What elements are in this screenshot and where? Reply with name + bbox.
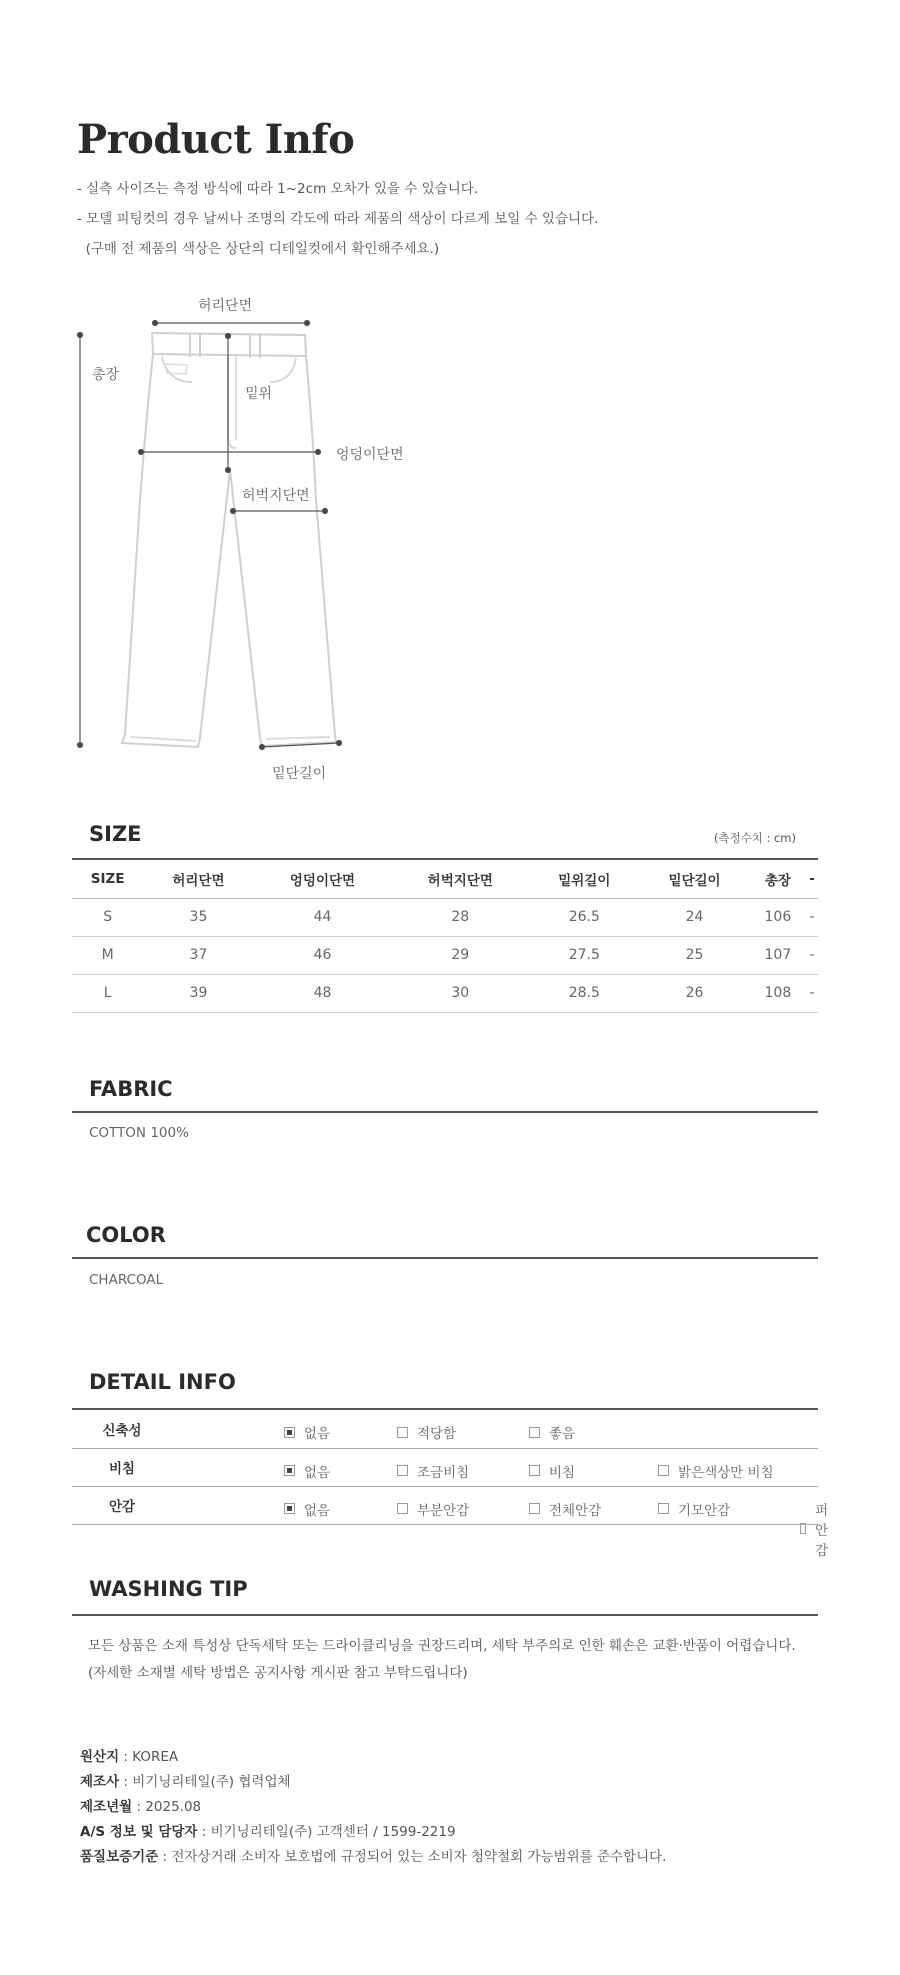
size-cell: 108 bbox=[750, 974, 806, 1012]
detail-row-sheer bbox=[72, 1448, 818, 1486]
checkbox-icon bbox=[529, 1503, 540, 1514]
detail-section-title: DETAIL INFO bbox=[89, 1370, 236, 1394]
page-title: Product Info bbox=[77, 116, 355, 163]
color-value: CHARCOAL bbox=[89, 1272, 164, 1288]
option-label: 없음 bbox=[304, 1426, 331, 1442]
info-manufacturer bbox=[80, 1770, 291, 1790]
size-cell: 26 bbox=[639, 974, 749, 1012]
size-cell: S bbox=[72, 898, 143, 936]
size-cell: - bbox=[806, 974, 818, 1012]
detail-row-label: 안감 bbox=[72, 1486, 172, 1524]
size-unit: (측정수치 : cm) bbox=[713, 831, 796, 845]
info-value: : KOREA bbox=[119, 1749, 179, 1765]
option-label: 비침 bbox=[549, 1464, 576, 1481]
option-label: 조금비침 bbox=[417, 1464, 470, 1481]
size-cell: 106 bbox=[750, 898, 806, 936]
detail-row-label: 신축성 bbox=[72, 1410, 172, 1448]
option-label: 적당함 bbox=[417, 1426, 457, 1442]
option-good[interactable] bbox=[529, 1422, 575, 1442]
size-col-header: 총장 bbox=[750, 860, 806, 898]
info-label: 제조년월 bbox=[80, 1799, 133, 1815]
fabric-section-title: FABRIC bbox=[89, 1077, 173, 1101]
note-line-2: - 모델 피팅컷의 경우 날씨나 조명의 각도에 따라 제품의 색상이 다르게 보일 수 있습니다. bbox=[77, 211, 599, 227]
size-col-header: 엉덩이단면 bbox=[254, 860, 392, 898]
detail-row-lining bbox=[72, 1486, 818, 1524]
option-none[interactable] bbox=[284, 1499, 330, 1519]
color-section-title: COLOR bbox=[86, 1223, 166, 1247]
table-row bbox=[72, 898, 818, 936]
detail-row-stretch bbox=[72, 1410, 818, 1448]
checkbox-icon bbox=[658, 1465, 669, 1476]
info-label: A/S 정보 및 담당자 bbox=[80, 1824, 198, 1840]
info-label: 원산지 bbox=[80, 1749, 120, 1765]
checkbox-icon bbox=[529, 1465, 540, 1476]
detail-options bbox=[172, 1448, 818, 1486]
measurement-diagram bbox=[0, 280, 900, 800]
option-label: 부분안감 bbox=[417, 1502, 470, 1519]
size-table bbox=[72, 860, 818, 1013]
info-as-contact bbox=[80, 1820, 456, 1840]
size-cell: 44 bbox=[254, 898, 392, 936]
checkbox-icon bbox=[529, 1427, 540, 1438]
option-fleece-lining[interactable] bbox=[658, 1499, 730, 1519]
option-label: 밝은색상만 비침 bbox=[678, 1464, 774, 1481]
size-cell: 30 bbox=[391, 974, 529, 1012]
option-fur-lining[interactable] bbox=[800, 1499, 833, 1559]
size-col-header: - bbox=[806, 860, 818, 898]
detail-row-label: 비침 bbox=[72, 1448, 172, 1486]
size-cell: 37 bbox=[143, 936, 253, 974]
info-value: : 2025.08 bbox=[132, 1799, 202, 1815]
table-row bbox=[72, 974, 818, 1012]
color-divider bbox=[72, 1257, 818, 1259]
info-value: : 비기닝리테일(주) 협력업체 bbox=[119, 1774, 291, 1790]
washing-text-1: 모든 상품은 소재 특성상 단독세탁 또는 드라이클리닝을 권장드리며, 세탁 부주의로 인한 훼손은 교환·반품이 어렵습니다. bbox=[88, 1638, 796, 1654]
size-cell: 26.5 bbox=[529, 898, 639, 936]
size-cell: 28.5 bbox=[529, 974, 639, 1012]
fabric-divider bbox=[72, 1111, 818, 1113]
option-label: 없음 bbox=[304, 1502, 331, 1519]
option-label: 퍼안감 bbox=[815, 1502, 829, 1559]
size-cell: 107 bbox=[750, 936, 806, 974]
note-line-1: - 실측 사이즈는 측정 방식에 따라 1~2cm 오차가 있을 수 있습니다. bbox=[77, 181, 479, 197]
total-length-label: 총장 bbox=[92, 367, 120, 383]
option-sheer[interactable] bbox=[529, 1461, 575, 1481]
option-label: 없음 bbox=[304, 1464, 331, 1481]
detail-table bbox=[72, 1410, 829, 1559]
option-none[interactable] bbox=[284, 1461, 330, 1481]
checkbox-checked-icon bbox=[284, 1465, 295, 1476]
option-full-lining[interactable] bbox=[529, 1499, 601, 1519]
option-slightly-sheer[interactable] bbox=[397, 1461, 469, 1481]
size-cell: 39 bbox=[143, 974, 253, 1012]
info-value: : 비기닝리테일(주) 고객센터 / 1599-2219 bbox=[197, 1824, 456, 1840]
info-label: 제조사 bbox=[80, 1774, 120, 1790]
size-col-header: SIZE bbox=[72, 860, 143, 898]
hem-label: 밑단길이 bbox=[272, 766, 327, 782]
option-label: 좋음 bbox=[549, 1426, 576, 1442]
info-quality-standard bbox=[80, 1845, 666, 1865]
size-cell: 24 bbox=[639, 898, 749, 936]
checkbox-icon bbox=[397, 1503, 408, 1514]
size-cell: 46 bbox=[254, 936, 392, 974]
size-cell: M bbox=[72, 936, 143, 974]
size-cell: - bbox=[806, 898, 818, 936]
waist-label: 허리단면 bbox=[198, 298, 253, 314]
option-partial-lining[interactable] bbox=[397, 1499, 469, 1519]
note-line-3: (구매 전 제품의 색상은 상단의 디테일컷에서 확인해주세요.) bbox=[77, 241, 440, 257]
pants-illustration bbox=[0, 280, 900, 800]
size-cell: 25 bbox=[639, 936, 749, 974]
detail-options bbox=[172, 1410, 818, 1448]
thigh-label: 허벅지단면 bbox=[242, 488, 310, 504]
checkbox-icon bbox=[397, 1427, 408, 1438]
size-cell: 35 bbox=[143, 898, 253, 936]
size-cell: L bbox=[72, 974, 143, 1012]
size-cell: 27.5 bbox=[529, 936, 639, 974]
info-value: : 전자상거래 소비자 보호법에 규정되어 있는 소비자 청약철회 가능범위를 준수합니다. bbox=[158, 1849, 667, 1865]
info-origin bbox=[80, 1745, 178, 1765]
size-cell: 28 bbox=[391, 898, 529, 936]
option-none[interactable] bbox=[284, 1422, 330, 1442]
option-light-colors-sheer[interactable] bbox=[658, 1461, 774, 1481]
table-row bbox=[72, 936, 818, 974]
size-col-header: 허리단면 bbox=[143, 860, 253, 898]
size-col-header: 밑단길이 bbox=[639, 860, 749, 898]
checkbox-checked-icon bbox=[284, 1427, 295, 1438]
rise-label: 밑위 bbox=[245, 386, 273, 402]
size-cell: 29 bbox=[391, 936, 529, 974]
option-label: 기모안감 bbox=[678, 1502, 731, 1519]
option-label: 전체안감 bbox=[549, 1502, 602, 1519]
detail-options bbox=[172, 1486, 829, 1559]
washing-text-2: (자세한 소재별 세탁 방법은 공지사항 게시판 참고 부탁드립니다) bbox=[88, 1665, 468, 1681]
checkbox-checked-icon bbox=[284, 1503, 295, 1514]
size-col-header: 허벅지단면 bbox=[391, 860, 529, 898]
size-table-header bbox=[72, 860, 818, 898]
info-manufacture-date bbox=[80, 1795, 201, 1815]
checkbox-icon bbox=[800, 1523, 806, 1534]
washing-section-title: WASHING TIP bbox=[89, 1577, 248, 1601]
size-cell: - bbox=[806, 936, 818, 974]
info-label: 품질보증기준 bbox=[80, 1849, 159, 1865]
option-moderate[interactable] bbox=[397, 1422, 456, 1442]
size-section-title: SIZE bbox=[89, 822, 142, 846]
washing-divider bbox=[72, 1614, 818, 1616]
size-cell: 48 bbox=[254, 974, 392, 1012]
checkbox-icon bbox=[658, 1503, 669, 1514]
fabric-value: COTTON 100% bbox=[89, 1125, 189, 1141]
checkbox-icon bbox=[397, 1465, 408, 1476]
size-col-header: 밑위길이 bbox=[529, 860, 639, 898]
hip-label: 엉덩이단면 bbox=[336, 447, 404, 463]
